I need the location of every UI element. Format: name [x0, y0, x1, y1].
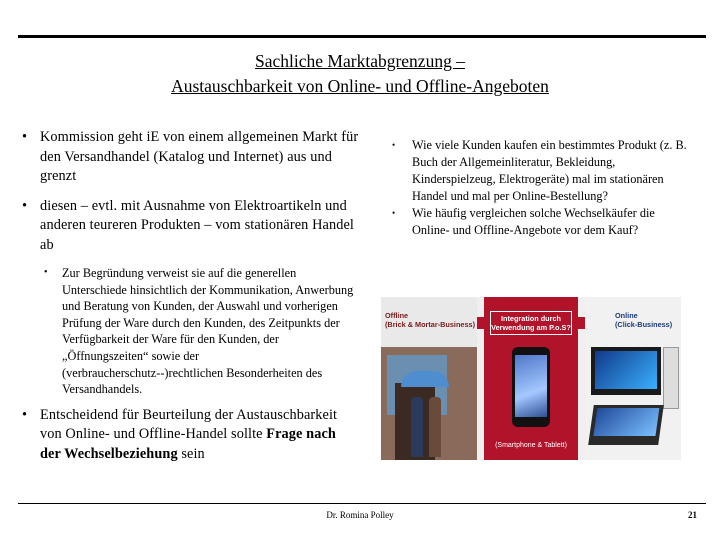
- offline-label-subtitle: (Brick & Mortar-Business): [385, 320, 476, 329]
- title-line-1: Sachliche Marktabgrenzung –: [255, 51, 465, 71]
- person-figure: [411, 397, 423, 457]
- integration-label-line-2: Verwendung am P.o.S?: [491, 323, 571, 332]
- right-column: [388, 137, 688, 239]
- smartphone-icon: [512, 347, 550, 427]
- online-panel: [585, 297, 681, 460]
- offline-label: [385, 311, 475, 329]
- footer-author: Dr. Romina Polley: [326, 510, 394, 520]
- pc-tower-icon: [663, 347, 679, 409]
- online-label: [615, 311, 672, 329]
- store-photo: [381, 347, 477, 460]
- left-bullet-1: • Kommission geht iE von einem allgemeinen Markt für den Versandhandel (Katalog und Internet) aus und grenzt: [22, 128, 360, 187]
- slide-title: [0, 49, 720, 99]
- right-bullet-2: • Wie häufig vergleichen solche Wechselkäufer die Online- und Offline-Angebote vor dem Kauf?: [388, 205, 688, 239]
- offline-label-title: Offline: [385, 311, 409, 320]
- online-label-title: Online: [615, 311, 638, 320]
- left-bullet-3: [22, 406, 360, 465]
- online-label-subtitle: (Click-Business): [615, 320, 673, 329]
- integration-label-line-1: Integration durch: [501, 314, 561, 323]
- left-bullet-2: • diesen – evtl. mit Ausnahme von Elektroartikeln und anderen teureren Produkten – vom stationären Handel ab: [22, 197, 360, 256]
- desktop-monitor-icon: [591, 347, 661, 395]
- left-bullet-3-end: sein: [177, 445, 205, 462]
- left-bullet-3-text: Entscheidend für Beurteilung der Austauschbarkeit von Online- und Offline-Handel sollte: [40, 406, 338, 443]
- offline-online-illustration: [381, 297, 681, 460]
- left-column: [22, 128, 360, 464]
- laptop-icon: [588, 405, 664, 445]
- laptop-screen: [593, 408, 659, 436]
- smartphone-screen: [515, 355, 547, 417]
- left-sub-bullet: • Zur Begründung verweist sie auf die generellen Unterschiede hinsichtlich der Kommunikation, Anwerbung und Beratung von Kunden, der Auswahl und vorherigen Prüfung der Ware durch den Kunden, des Zeitpunkts der Verfügbarkeit der Ware für den Kunden, der „Öffnungszeiten“ sowie der (verbraucherschutz-‐)rechtlichen Besonderheiten des Versandhandels.: [44, 265, 360, 398]
- integration-label: [490, 311, 572, 335]
- top-rule: [18, 35, 706, 38]
- title-line-2: Austauschbarkeit von Online- und Offline-Angeboten: [171, 76, 549, 96]
- monitor-screen: [595, 351, 657, 389]
- person-figure: [429, 397, 441, 457]
- integration-panel: [484, 297, 578, 460]
- bottom-rule: [18, 503, 706, 504]
- device-label: (Smartphone & Tablett): [495, 442, 567, 449]
- right-bullet-1: • Wie viele Kunden kaufen ein bestimmtes Produkt (z. B. Buch der Allgemeinliteratur, Bekleidung, Kinderspielzeug, Elektrogeräte) mal im stationären Handel und mal per Online-Bestellung?: [388, 137, 688, 205]
- umbrella-icon: [401, 371, 449, 387]
- left-bullet-3-bold: Frage nach der Wechselbeziehung: [40, 426, 336, 462]
- offline-panel: [381, 297, 477, 460]
- page-number: 21: [688, 510, 697, 520]
